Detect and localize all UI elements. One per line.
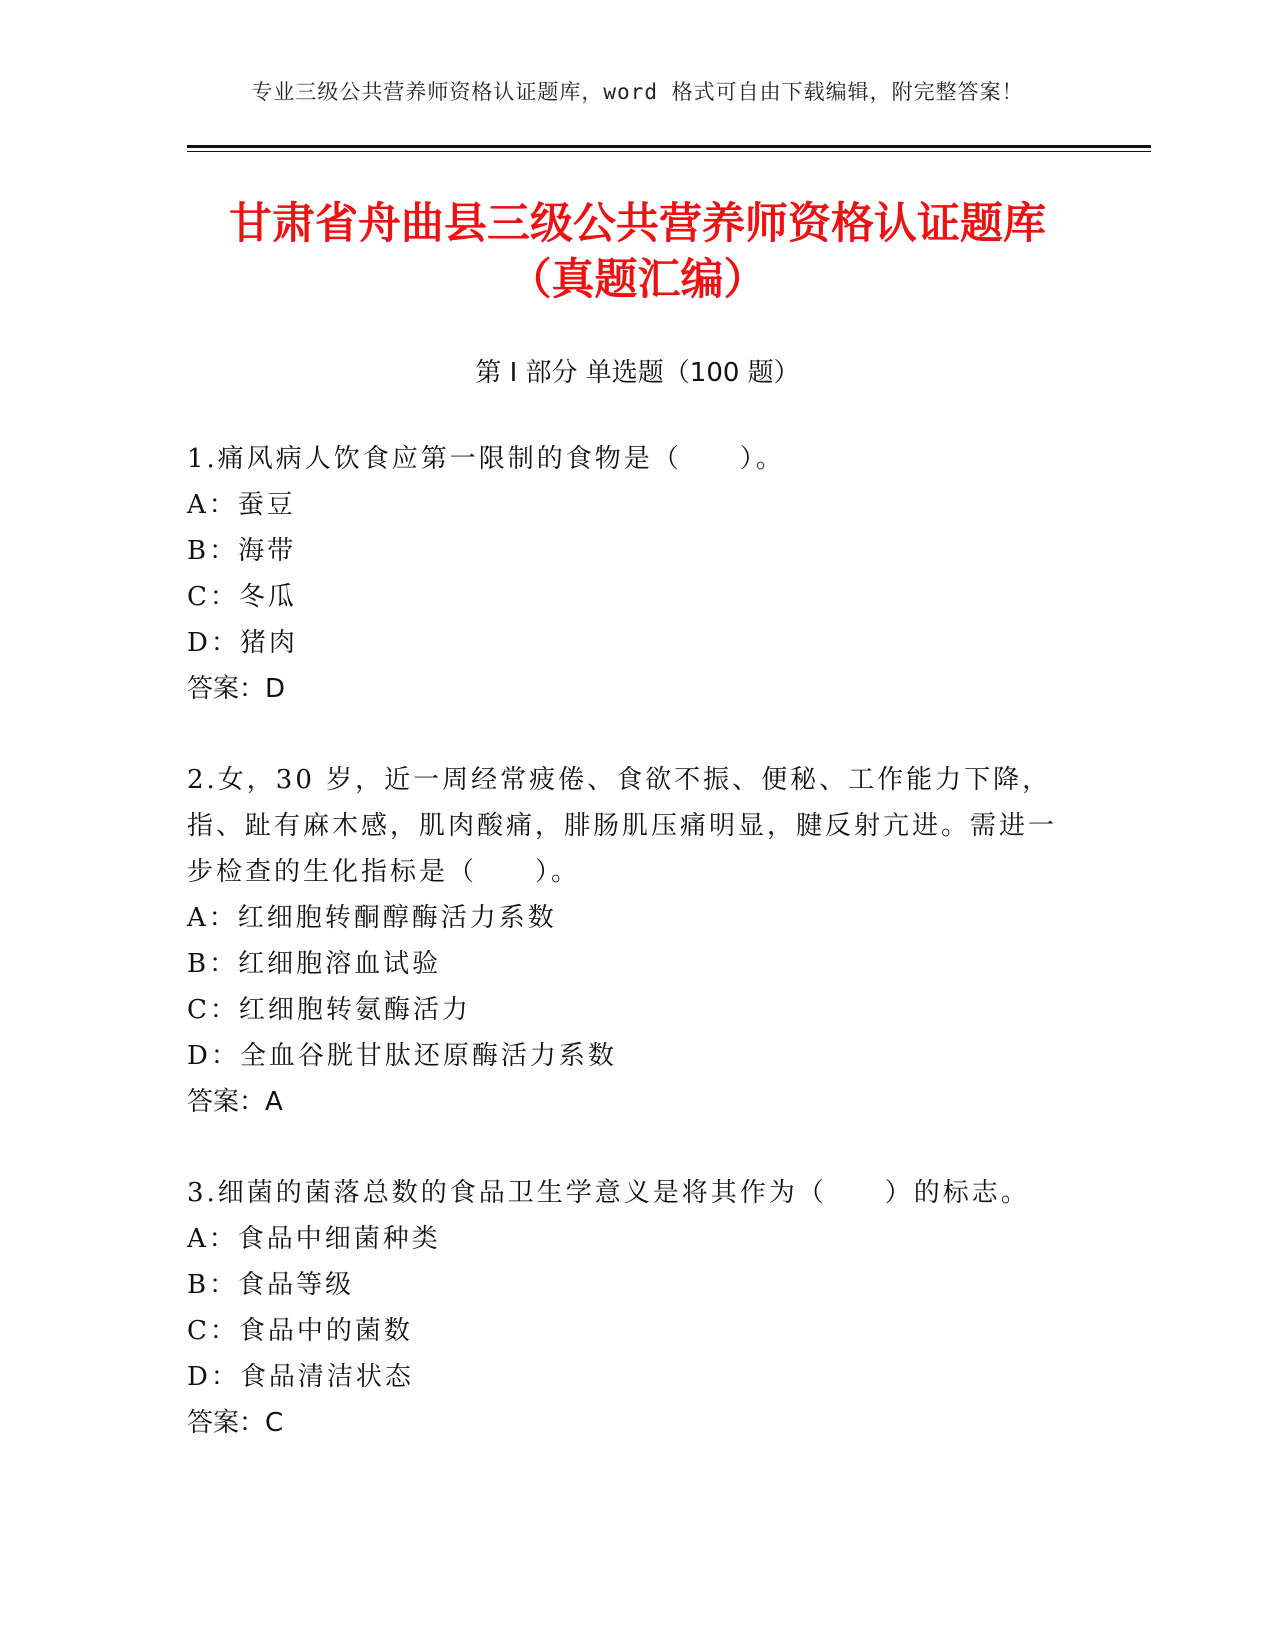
answer: 答案：D: [187, 674, 286, 704]
document-title: [0, 196, 1275, 308]
header-note: 专业三级公共营养师资格认证题库，word 格式可自由下载编辑，附完整答案！: [251, 80, 1024, 104]
option-a: A：蚕豆: [187, 490, 296, 520]
question-text: 2.女，30 岁，近一周经常疲倦、食欲不振、便秘、工作能力下降，指、趾有麻木感，肌肉酸痛，腓肠肌压痛明显，腱反射亢进。需进一步检查的生化指标是（ ）。: [187, 765, 1058, 887]
question-2: [187, 757, 1067, 1125]
question-3: [187, 1170, 1067, 1446]
header-rule-thin: [187, 151, 1151, 152]
option-d: D：食品清洁状态: [187, 1362, 414, 1392]
option-c: C：红细胞转氨酶活力: [187, 995, 471, 1025]
option-a: A：红细胞转酮醇酶活力系数: [187, 903, 557, 933]
option-d: D：猪肉: [187, 628, 298, 658]
option-c: C：冬瓜: [187, 582, 297, 612]
option-d: D：全血谷胱甘肽还原酶活力系数: [187, 1041, 617, 1071]
question-list: [187, 436, 1067, 1491]
section-title: 第 I 部分 单选题（100 题）: [475, 358, 800, 388]
header-rule-thick: [187, 145, 1151, 148]
question-1: [187, 436, 1067, 712]
answer: 答案：C: [187, 1408, 284, 1438]
answer: 答案：A: [187, 1087, 283, 1117]
title-line-1: 甘肃省舟曲县三级公共营养师资格认证题库: [229, 199, 1046, 249]
option-c: C：食品中的菌数: [187, 1316, 413, 1346]
option-a: A：食品中细菌种类: [187, 1224, 441, 1254]
question-text: 3.细菌的菌落总数的食品卫生学意义是将其作为（ ）的标志。: [187, 1178, 1030, 1208]
title-line-2: （真题汇编）: [508, 255, 767, 305]
option-b: B：食品等级: [187, 1270, 355, 1300]
question-text: 1.痛风病人饮食应第一限制的食物是（ ）。: [187, 444, 785, 474]
option-b: B：红细胞溶血试验: [187, 949, 442, 979]
option-b: B：海带: [187, 536, 297, 566]
